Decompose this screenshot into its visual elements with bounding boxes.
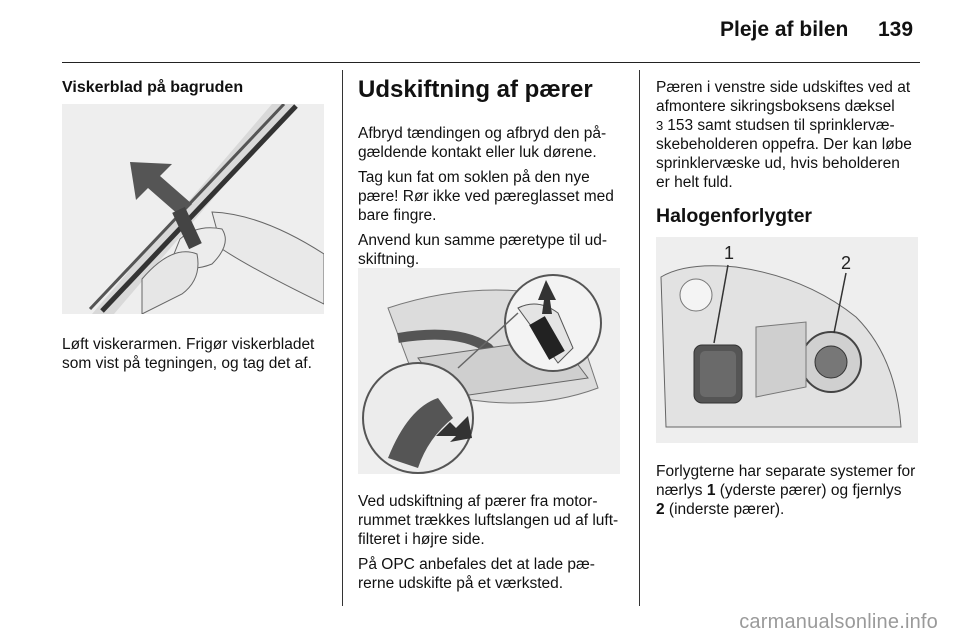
header-rule bbox=[62, 62, 920, 63]
col2-paragraphs bbox=[358, 124, 614, 269]
caption-bold-1: 1 bbox=[706, 482, 716, 499]
headlight-illustration bbox=[656, 237, 918, 443]
paragraph-line: rummet trækkes luftslangen ud af luft- bbox=[358, 512, 619, 529]
caption-text: nærlys bbox=[656, 482, 707, 499]
caption-line: Løft viskerarmen. Frigør viskerbladet bbox=[62, 336, 315, 353]
paragraph-line: På OPC anbefales det at lade pæ- bbox=[358, 556, 595, 573]
intro-line: afmontere sikringsboksens dæksel bbox=[656, 98, 895, 115]
paragraph-line: Tag kun fat om soklen på den nye bbox=[358, 169, 590, 186]
intro-line: er helt fuld. bbox=[656, 174, 733, 191]
col3-intro bbox=[656, 78, 912, 192]
caption-line: Forlygterne har separate systemer for bbox=[656, 463, 916, 480]
header-title: Pleje af bilen bbox=[720, 18, 849, 41]
page-number: 139 bbox=[878, 18, 914, 41]
col1-caption bbox=[62, 335, 314, 373]
engine-bay-illustration bbox=[358, 268, 620, 474]
caption-bold-2: 2 bbox=[656, 501, 665, 518]
page-reference-icon: 3 bbox=[656, 118, 664, 133]
paragraph-line: rerne udskifte på et værksted. bbox=[358, 575, 564, 592]
column-divider-2 bbox=[639, 70, 640, 606]
caption-text: (yderste pærer) og fjernlys bbox=[715, 482, 902, 499]
intro-line: sprinklervæske ud, hvis beholderen bbox=[656, 155, 900, 172]
caption-line bbox=[656, 481, 915, 500]
headlight-label-1: 1 bbox=[724, 243, 735, 263]
caption-line: som vist på tegningen, og tag det af. bbox=[62, 355, 312, 372]
caption-line bbox=[656, 500, 915, 519]
headlight-label-2: 2 bbox=[841, 253, 852, 273]
col2-heading: Udskiftning af pærer bbox=[358, 76, 593, 103]
col1-heading: Viskerblad på bagruden bbox=[62, 79, 244, 96]
paragraph-line: gældende kontakt eller luk dørene. bbox=[358, 144, 597, 161]
paragraph-line: bare fingre. bbox=[358, 207, 437, 224]
paragraph-line: pære! Rør ikke ved pæreglasset med bbox=[358, 188, 614, 205]
paragraph-line: filteret i højre side. bbox=[358, 531, 485, 548]
intro-line-text: 153 samt studsen til sprinklervæ- bbox=[667, 117, 895, 134]
paragraph-line: Ved udskiftning af pærer fra motor- bbox=[358, 493, 598, 510]
intro-line bbox=[656, 116, 912, 135]
caption-text: (inderste pærer). bbox=[664, 501, 785, 518]
paragraph-line: skiftning. bbox=[358, 251, 420, 268]
paragraph-line: Anvend kun samme pæretype til ud- bbox=[358, 232, 607, 249]
col3-caption bbox=[656, 462, 915, 519]
watermark: carmanualsonline.info bbox=[739, 611, 938, 633]
col2-after-figure bbox=[358, 492, 618, 593]
intro-line: skebeholderen oppefra. Der kan løbe bbox=[656, 136, 912, 153]
wiper-illustration bbox=[62, 104, 324, 314]
intro-line: Pæren i venstre side udskiftes ved at bbox=[656, 79, 911, 96]
col3-heading: Halogenforlygter bbox=[656, 205, 813, 227]
paragraph-line: Afbryd tændingen og afbryd den på- bbox=[358, 125, 607, 142]
column-divider-1 bbox=[342, 70, 343, 606]
